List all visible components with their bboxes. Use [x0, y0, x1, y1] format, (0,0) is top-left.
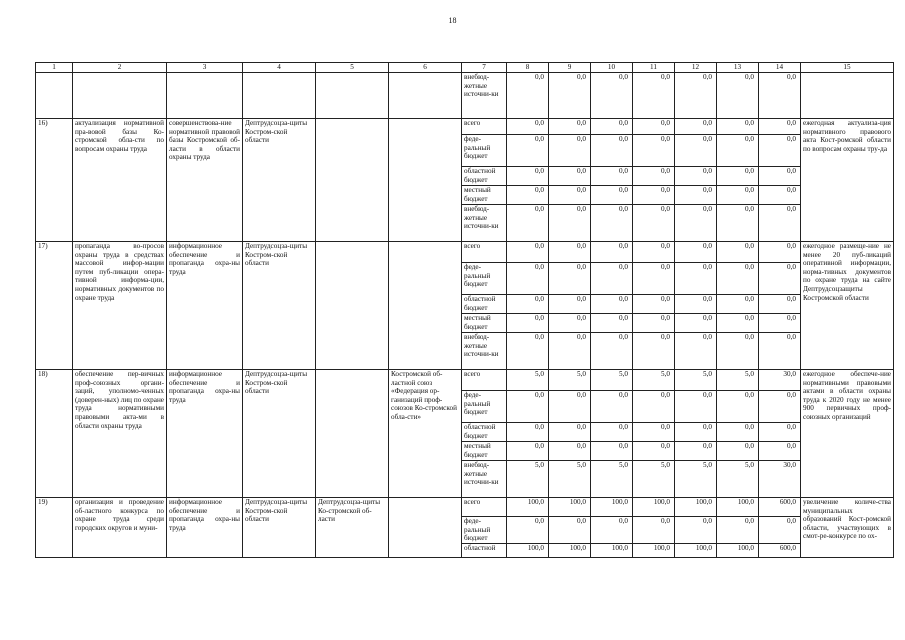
value-cell: 5,0 [591, 461, 633, 498]
header-cell: 14 [759, 63, 801, 73]
value-cell: 0,0 [717, 391, 759, 423]
value-cell: 0,0 [549, 442, 591, 461]
value-cell: 0,0 [633, 314, 675, 333]
header-cell: 10 [591, 63, 633, 73]
value-cell: 0,0 [549, 391, 591, 423]
value-cell: 0,0 [717, 314, 759, 333]
value-cell: 0,0 [591, 119, 633, 135]
value-cell: 0,0 [759, 517, 801, 544]
header-cell: 5 [316, 63, 389, 73]
value-cell: 0,0 [507, 186, 549, 205]
value-cell: 0,0 [507, 517, 549, 544]
item-number: 17) [36, 242, 73, 370]
value-cell: 0,0 [717, 242, 759, 263]
responsible-executor: Дептрудсоцза-щиты Костром-ской области [243, 370, 316, 498]
value-cell: 5,0 [717, 370, 759, 391]
value-cell: 0,0 [675, 314, 717, 333]
value-cell: 0,0 [549, 205, 591, 242]
value-cell: 0,0 [633, 119, 675, 135]
funding-source: областной бюджет [462, 295, 507, 314]
value-cell: 0,0 [717, 135, 759, 167]
participant: Костромской об-ластной союз «Федерация ор-ганизаций проф-союзов Ко-стромской обла-сти» [389, 370, 462, 498]
header-cell: 3 [167, 63, 243, 73]
item-name: актуализация нормативной пра-вовой базы Ко-стромской обла-сти по вопросам охраны труда [73, 119, 167, 242]
program-table [35, 62, 894, 558]
value-cell: 0,0 [675, 517, 717, 544]
funding-source: внебюд-жетные источни-ки [462, 73, 507, 119]
co-executor [316, 370, 389, 498]
value-cell: 100,0 [633, 543, 675, 557]
value-cell: 0,0 [717, 263, 759, 295]
funding-source: местный бюджет [462, 186, 507, 205]
value-cell: 0,0 [717, 295, 759, 314]
co-executor: Дептрудсоцза-щиты Ко-стромской об-ласти [316, 498, 389, 558]
header-cell: 8 [507, 63, 549, 73]
value-cell: 0,0 [759, 295, 801, 314]
funding-source: всего [462, 119, 507, 135]
value-cell: 0,0 [759, 442, 801, 461]
value-cell: 0,0 [591, 295, 633, 314]
co-executor [316, 242, 389, 370]
value-cell: 0,0 [549, 186, 591, 205]
expected-result: ежегодная актуализа-ция нормативного правового акта Кост-ромской области по вопросам охраны тру-да [801, 119, 894, 242]
value-cell: 0,0 [675, 242, 717, 263]
responsible-executor: Дептрудсоцза-щиты Костром-ской области [243, 242, 316, 370]
value-cell: 0,0 [675, 205, 717, 242]
value-cell: 0,0 [591, 517, 633, 544]
responsible-executor: Дептрудсоцза-щиты Костром-ской области [243, 119, 316, 242]
value-cell: 5,0 [591, 370, 633, 391]
funding-source: феде-ральный бюджет [462, 391, 507, 423]
value-cell: 0,0 [759, 186, 801, 205]
value-cell: 0,0 [549, 119, 591, 135]
responsible-executor: Дептрудсоцза-щиты Костром-ской области [243, 498, 316, 558]
value-cell: 0,0 [549, 263, 591, 295]
value-cell: 0,0 [633, 517, 675, 544]
value-cell: 0,0 [675, 135, 717, 167]
value-cell: 0,0 [507, 333, 549, 370]
value-cell: 0,0 [549, 423, 591, 442]
value-cell: 0,0 [759, 333, 801, 370]
empty-cell [389, 73, 462, 119]
value-cell: 0,0 [633, 205, 675, 242]
empty-cell [243, 73, 316, 119]
value-cell: 0,0 [675, 391, 717, 423]
funding-row [36, 498, 894, 517]
funding-source: феде-ральный бюджет [462, 135, 507, 167]
value-cell: 0,0 [549, 167, 591, 186]
value-cell: 0,0 [717, 73, 759, 119]
value-cell: 0,0 [675, 295, 717, 314]
value-cell: 0,0 [633, 73, 675, 119]
value-cell: 100,0 [675, 498, 717, 517]
value-cell: 0,0 [507, 167, 549, 186]
item-number: 18) [36, 370, 73, 498]
value-cell: 100,0 [507, 543, 549, 557]
value-cell: 0,0 [633, 295, 675, 314]
value-cell: 100,0 [549, 498, 591, 517]
value-cell: 5,0 [717, 461, 759, 498]
funding-row [36, 242, 894, 263]
value-cell: 0,0 [633, 186, 675, 205]
value-cell: 0,0 [717, 517, 759, 544]
value-cell: 5,0 [507, 461, 549, 498]
value-cell: 5,0 [633, 370, 675, 391]
value-cell: 0,0 [507, 314, 549, 333]
value-cell: 0,0 [717, 423, 759, 442]
value-cell: 100,0 [591, 498, 633, 517]
value-cell: 0,0 [591, 423, 633, 442]
value-cell: 0,0 [675, 442, 717, 461]
value-cell: 5,0 [507, 370, 549, 391]
funding-source: феде-ральный бюджет [462, 263, 507, 295]
value-cell: 0,0 [717, 442, 759, 461]
value-cell: 0,0 [675, 333, 717, 370]
expected-result: увеличение количе-ства муниципальных образований Кост-ромской области, участвующих в смот-ре-конкурсе по ох- [801, 498, 894, 558]
value-cell: 0,0 [507, 73, 549, 119]
value-cell: 0,0 [633, 391, 675, 423]
value-cell: 0,0 [633, 167, 675, 186]
expected-result: ежегодное размеще-ние не менее 20 пуб-ликаций оперативной информации, норма-тивных документов по охране труда на сайте Дептрудсоцзащиты Костромской области [801, 242, 894, 370]
value-cell: 0,0 [633, 135, 675, 167]
value-cell: 0,0 [759, 391, 801, 423]
value-cell: 0,0 [591, 242, 633, 263]
funding-row [36, 370, 894, 391]
expected-result: ежегодное обеспече-ние нормативными правовыми актами в области охраны труда к 2020 году не менее 900 первичных проф-союзных организаций [801, 370, 894, 498]
participant [389, 242, 462, 370]
empty-cell [36, 73, 73, 119]
funding-source: феде-ральный бюджет [462, 517, 507, 544]
funding-source: областной бюджет [462, 423, 507, 442]
value-cell: 0,0 [549, 73, 591, 119]
header-cell: 2 [73, 63, 167, 73]
value-cell: 600,0 [759, 498, 801, 517]
empty-cell [316, 73, 389, 119]
value-cell: 0,0 [507, 205, 549, 242]
value-cell: 5,0 [549, 370, 591, 391]
value-cell: 0,0 [507, 391, 549, 423]
value-cell: 0,0 [507, 423, 549, 442]
value-cell: 0,0 [591, 186, 633, 205]
value-cell: 0,0 [633, 242, 675, 263]
value-cell: 0,0 [717, 119, 759, 135]
value-cell: 0,0 [549, 517, 591, 544]
value-cell: 100,0 [675, 543, 717, 557]
item-number: 19) [36, 498, 73, 558]
empty-cell [167, 73, 243, 119]
value-cell: 5,0 [633, 461, 675, 498]
value-cell: 0,0 [717, 167, 759, 186]
value-cell: 0,0 [591, 391, 633, 423]
value-cell: 0,0 [633, 423, 675, 442]
value-cell: 0,0 [507, 295, 549, 314]
item-number: 16) [36, 119, 73, 242]
value-cell: 0,0 [549, 135, 591, 167]
value-cell: 0,0 [759, 263, 801, 295]
value-cell: 0,0 [675, 119, 717, 135]
value-cell: 0,0 [549, 242, 591, 263]
funding-source: внебюд-жетные источни-ки [462, 205, 507, 242]
value-cell: 0,0 [591, 167, 633, 186]
item-description: совершенствова-ние нормативной правовой базы Костромской об-ласти в области охраны труда [167, 119, 243, 242]
value-cell: 0,0 [507, 135, 549, 167]
value-cell: 0,0 [549, 314, 591, 333]
value-cell: 0,0 [591, 263, 633, 295]
value-cell: 0,0 [759, 119, 801, 135]
value-cell: 0,0 [633, 442, 675, 461]
value-cell: 0,0 [507, 119, 549, 135]
value-cell: 0,0 [759, 167, 801, 186]
funding-source: местный бюджет [462, 314, 507, 333]
value-cell: 30,0 [759, 461, 801, 498]
value-cell: 0,0 [549, 295, 591, 314]
value-cell: 0,0 [507, 242, 549, 263]
header-cell: 15 [801, 63, 894, 73]
empty-cell [73, 73, 167, 119]
header-row [36, 63, 894, 73]
value-cell: 0,0 [591, 333, 633, 370]
page-number: 18 [448, 16, 457, 25]
value-cell: 100,0 [717, 543, 759, 557]
value-cell: 5,0 [549, 461, 591, 498]
value-cell: 30,0 [759, 370, 801, 391]
value-cell: 0,0 [759, 314, 801, 333]
value-cell: 0,0 [675, 263, 717, 295]
value-cell: 0,0 [591, 442, 633, 461]
funding-source: всего [462, 498, 507, 517]
value-cell: 0,0 [591, 314, 633, 333]
value-cell: 0,0 [507, 442, 549, 461]
header-cell: 12 [675, 63, 717, 73]
value-cell: 600,0 [759, 543, 801, 557]
value-cell: 0,0 [759, 423, 801, 442]
funding-source: местный бюджет [462, 442, 507, 461]
header-cell: 13 [717, 63, 759, 73]
value-cell: 0,0 [759, 73, 801, 119]
value-cell: 0,0 [591, 73, 633, 119]
value-cell: 0,0 [717, 205, 759, 242]
value-cell: 0,0 [633, 333, 675, 370]
value-cell: 100,0 [633, 498, 675, 517]
item-name: обеспечение пер-вичных проф-союзных органи-заций, уполномо-ченных (доверен-ных) лиц по охране труда нормативными правовыми акта-ми в области охраны труда [73, 370, 167, 498]
value-cell: 0,0 [591, 205, 633, 242]
value-cell: 0,0 [633, 263, 675, 295]
value-cell: 0,0 [591, 135, 633, 167]
funding-source: внебюд-жетные источни-ки [462, 333, 507, 370]
header-cell: 11 [633, 63, 675, 73]
funding-source: всего [462, 242, 507, 263]
empty-cell [801, 73, 894, 119]
value-cell: 0,0 [717, 333, 759, 370]
value-cell: 0,0 [675, 167, 717, 186]
value-cell: 0,0 [507, 263, 549, 295]
value-cell: 0,0 [675, 73, 717, 119]
participant [389, 498, 462, 558]
funding-source: областной бюджет [462, 167, 507, 186]
value-cell: 100,0 [591, 543, 633, 557]
value-cell: 0,0 [675, 186, 717, 205]
value-cell: 100,0 [549, 543, 591, 557]
value-cell: 100,0 [717, 498, 759, 517]
header-cell: 4 [243, 63, 316, 73]
header-cell: 1 [36, 63, 73, 73]
funding-source: областной [462, 543, 507, 557]
participant [389, 119, 462, 242]
value-cell: 0,0 [759, 135, 801, 167]
header-cell: 7 [462, 63, 507, 73]
item-description: информационное обеспечение и пропаганда охра-ны труда [167, 498, 243, 558]
header-cell: 6 [389, 63, 462, 73]
value-cell: 0,0 [717, 186, 759, 205]
item-name: организация и проведение об-ластного конкурса по охране труда среди городских округов и муни- [73, 498, 167, 558]
value-cell: 0,0 [549, 333, 591, 370]
co-executor [316, 119, 389, 242]
value-cell: 5,0 [675, 461, 717, 498]
value-cell: 0,0 [675, 423, 717, 442]
value-cell: 100,0 [507, 498, 549, 517]
item-description: информационное обеспечение и пропаганда охра-ны труда [167, 242, 243, 370]
value-cell: 0,0 [759, 205, 801, 242]
header-cell: 9 [549, 63, 591, 73]
funding-row [36, 119, 894, 135]
value-cell: 0,0 [759, 242, 801, 263]
funding-source: всего [462, 370, 507, 391]
funding-source: внебюд-жетные источни-ки [462, 461, 507, 498]
continuation-row [36, 73, 894, 119]
value-cell: 5,0 [675, 370, 717, 391]
item-name: пропаганда во-просов охраны труда в средствах массовой инфор-мации путем пуб-ликации опера-тивной информа-ции, нормативных документов по охране труда [73, 242, 167, 370]
item-description: информационное обеспечение и пропаганда охра-ны труда [167, 370, 243, 498]
